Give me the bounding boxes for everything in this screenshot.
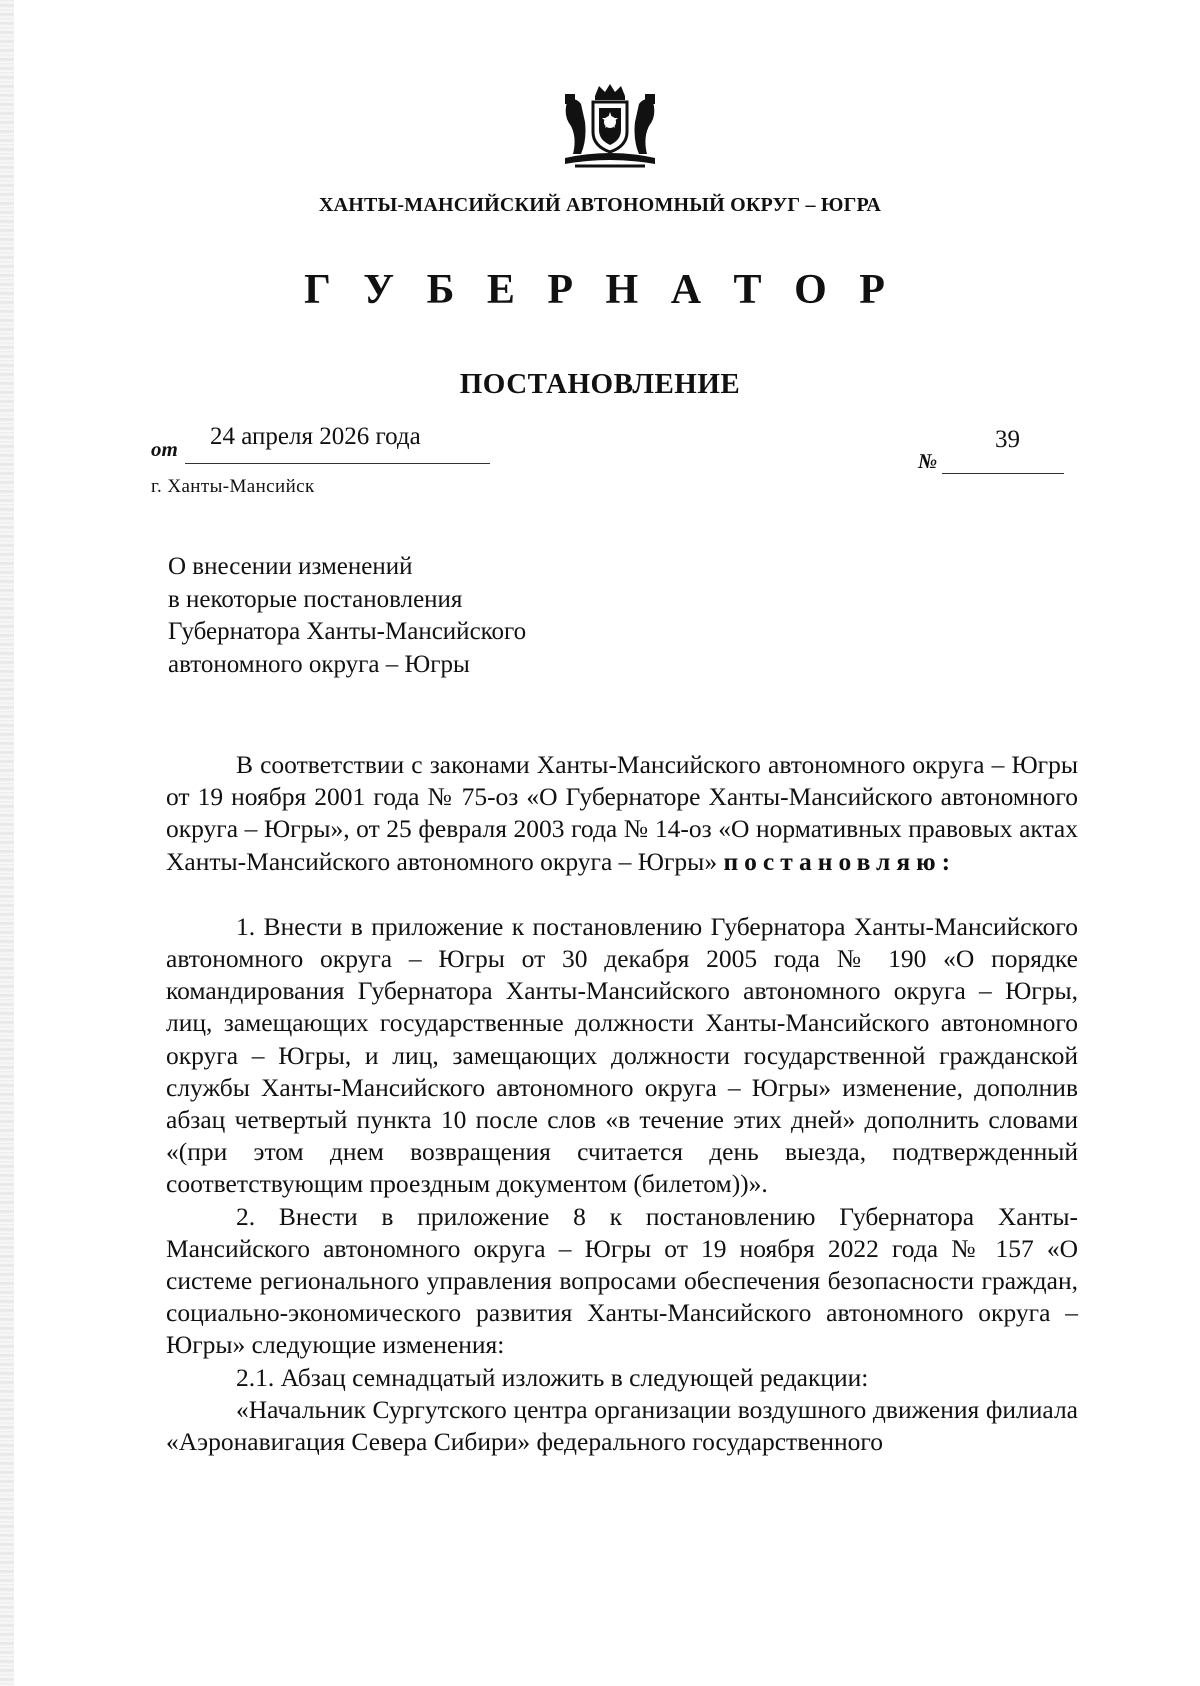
- document-date: 24 апреля 2026 года: [210, 423, 421, 450]
- scan-edge: [0, 0, 14, 1686]
- number-underline: [942, 473, 1064, 474]
- subject-line: в некоторые постановления: [168, 585, 463, 613]
- city: г. Ханты-Мансийск: [151, 476, 315, 497]
- document-number: 39: [995, 426, 1020, 453]
- decree-word: постановляю:: [723, 846, 957, 876]
- preamble-paragraph: [166, 749, 1078, 878]
- region-name: ХАНТЫ-МАНСИЙСКИЙ АВТОНОМНЫЙ ОКРУГ – ЮГРА: [319, 194, 881, 216]
- subject-line: автономного округа – Югры: [168, 650, 470, 678]
- document-body: [166, 749, 1078, 1458]
- subject-line: Губернатора Ханты-Мансийского: [168, 618, 527, 645]
- date-underline: [185, 463, 490, 464]
- number-prefix: №: [918, 449, 938, 473]
- quoted-text-paragraph: «Начальник Сургутского центра организации воздушного движения филиала «Аэронавигация Севера Сибири» федерального государственного: [166, 1394, 1078, 1457]
- preamble-text: В соответствии с законами Ханты-Мансийского автономного округа – Югры от 19 ноября 2001 года № 75-оз «О Губернаторе Ханты-Мансийского автономного округа – Югры», от 25 февраля 2003 года № 14-оз «О нормативных правовых актах Ханты-Мансийского автономного округа – Югры»: [166, 750, 1078, 876]
- document-subject: [168, 551, 526, 681]
- governor-title: Г У Б Е Р Н А Т О Р: [304, 267, 896, 313]
- item-1-paragraph: 1. Внести в приложение к постановлению Губернатора Ханты-Мансийского автономного округа – Югры от 30 декабря 2005 года № 190 «О порядке командирования Губернатора Ханты-Мансийского автономного округа – Югры, лиц, замещающих государственные должности Ханты-Мансийского автономного округа – Югры, и лиц, замещающих должности государственной гражданской службы Ханты-Мансийского автономного округа – Югры» изменение, дополнив абзац четвертый пункта 10 после слов «в течение этих дней» дополнить словами «(при этом днем возвращения считается день выезда, подтвержденный соответствующим проездным документом (билетом))».: [166, 911, 1078, 1199]
- coat-of-arms-icon: [555, 82, 665, 170]
- item-2-paragraph: 2. Внести в приложение 8 к постановлению Губернатора Ханты-Мансийского автономного округа – Югры от 19 ноября 2022 года № 157 «О системе регионального управления вопросами обеспечения безопасности граждан, социально-экономического развития Ханты-Мансийского автономного округа – Югры» следующие изменения:: [166, 1201, 1078, 1360]
- date-prefix: от: [151, 437, 178, 461]
- subject-line: О внесении изменений: [168, 553, 413, 580]
- document-type: ПОСТАНОВЛЕНИЕ: [459, 368, 741, 400]
- item-2-1-paragraph: 2.1. Абзац семнадцатый изложить в следующей редакции:: [236, 1362, 869, 1392]
